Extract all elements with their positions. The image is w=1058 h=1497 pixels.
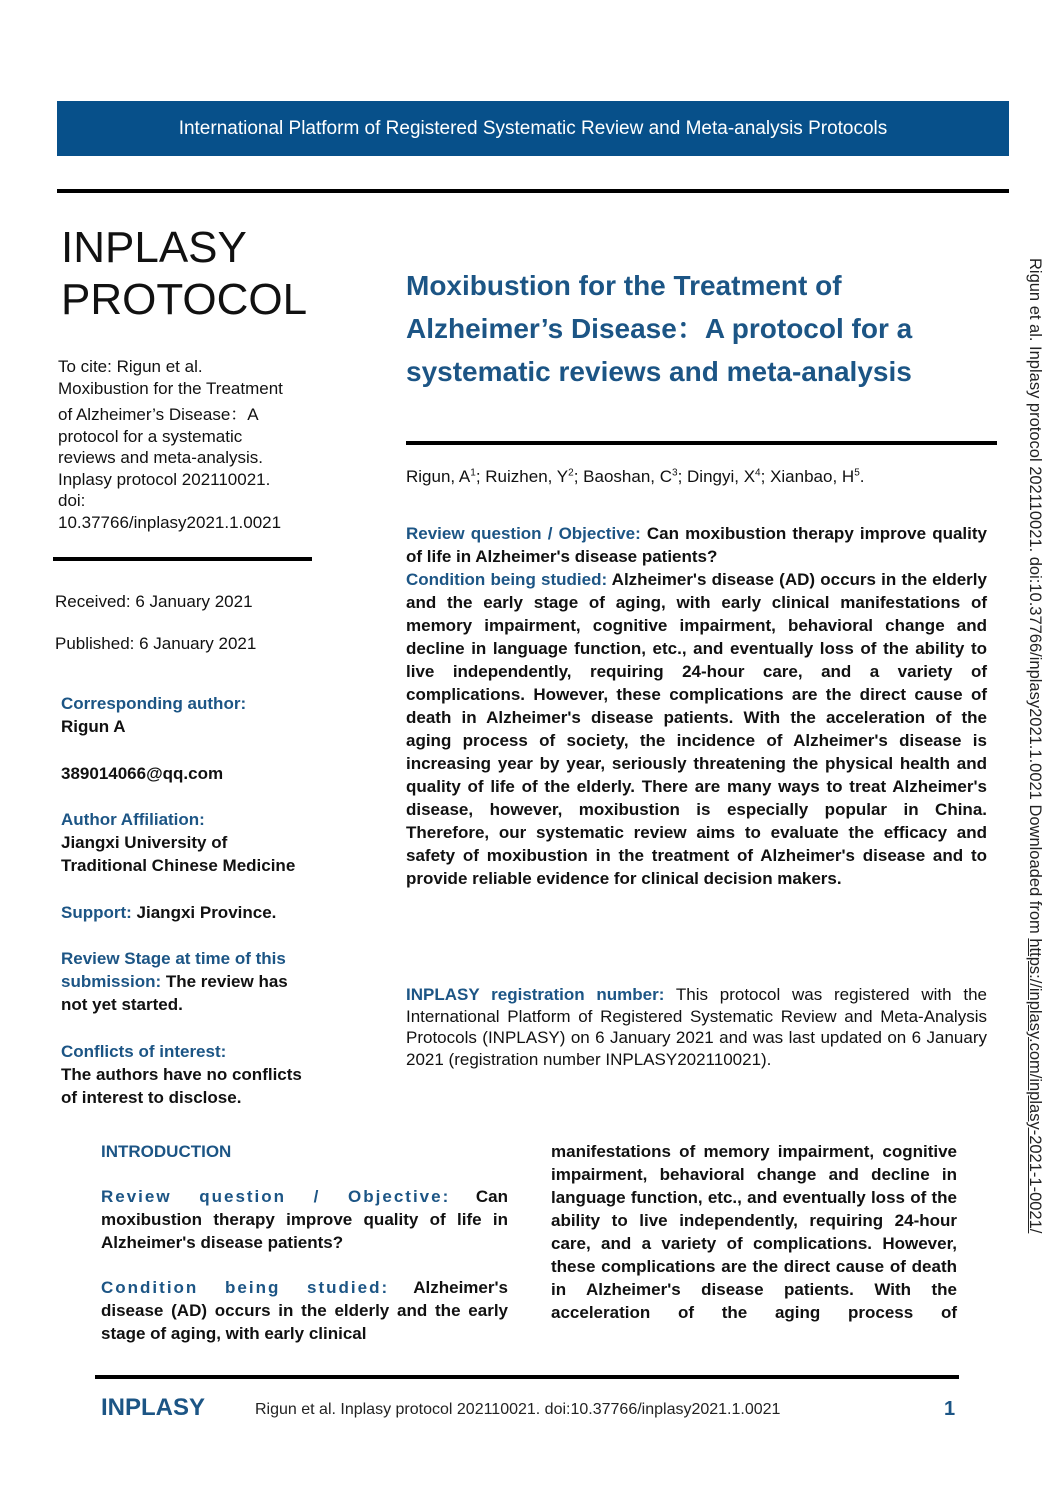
footer-divider (95, 1375, 959, 1379)
download-watermark (1025, 258, 1044, 1233)
author-separator: . (859, 467, 865, 486)
corresponding-author-section (61, 692, 351, 738)
review-stage-label: Review Stage at time of this (61, 949, 286, 968)
cite-line: doi: (58, 491, 86, 510)
support-section (61, 901, 351, 924)
author-affiliation-index: 1 (470, 467, 476, 479)
cite-line: Moxibustion for the Treatment (58, 378, 283, 398)
author-name: Baoshan, C (583, 467, 672, 486)
banner-text: International Platform of Registered Systematic Review and Meta-analysis Protocols (178, 117, 888, 139)
author-separator: ; (573, 467, 584, 486)
top-divider (57, 189, 1009, 193)
intro-condition (101, 1276, 508, 1345)
author-affiliation-index: 5 (854, 467, 860, 479)
cite-line: protocol for a systematic (58, 426, 243, 446)
author-affiliation-index: 3 (672, 467, 678, 479)
introduction-column-1 (101, 1140, 508, 1367)
author-affiliation-index: 4 (755, 467, 761, 479)
conflicts-value-cont: of interest to disclose. (61, 1088, 242, 1107)
review-stage-section (61, 947, 351, 1016)
intro-condition-label: Condition being studied: (101, 1278, 390, 1297)
affiliation-section (61, 808, 351, 877)
author-affiliation-index: 2 (568, 467, 574, 479)
intro-objective-label: Review question / Objective: (101, 1187, 451, 1206)
author-name: Ruizhen, Y (485, 467, 569, 486)
review-stage-value: The review has (161, 972, 288, 991)
cite-line: Inplasy protocol 202110021. (58, 469, 271, 489)
author-name: Xianbao, H (770, 467, 855, 486)
footer-brand: INPLASY (101, 1394, 206, 1421)
registration-text: This protocol was registered with the International Platform of Registered Systematic Review and Meta-Analysis Protocols (INPLASY) on 6 January 2021 and was last updated on 6 January 2021 (registration number INPLASY202110021). (406, 985, 987, 1069)
condition-label: Condition being studied: (406, 570, 608, 589)
author-separator: ; (677, 467, 688, 486)
condition-text: Alzheimer's disease (AD) occurs in the elderly and the early stage of aging, with early clinical manifestations of memory impairment, cognitive impairment, behavioral change and decline in language function, etc., and eventually loss of the ability to live independently, requiring 24-hour care, and a variety of complications. However, these complications are the direct cause of death in Alzheimer's disease patients. With the acceleration of the aging process of society, the incidence of Alzheimer's disease is increasing year by year, seriously threatening the physical health and quality of life of the elderly. There are many ways to treat Alzheimer's disease, however, moxibustion is especially popular in China. Therefore, our systematic review aims to evaluate the efficacy and safety of moxibustion in the treatment of Alzheimer's disease and to provide reliable evidence for clinical decision makers. (406, 570, 987, 888)
cite-line: 10.37766/inplasy2021.1.0021 (58, 512, 282, 532)
title-line: systematic reviews and meta-analysis (406, 356, 912, 387)
article-title (406, 264, 1006, 393)
review-stage-value-cont: not yet started. (61, 995, 183, 1014)
intro-condition-text: Alzheimer's disease (AD) occurs in the elderly and the early stage of aging, with early clinical (101, 1278, 508, 1343)
conflicts-label: Conflicts of interest: (61, 1042, 227, 1061)
introduction-heading: INTRODUCTION (101, 1142, 232, 1161)
author-name: Dingyi, X (687, 467, 756, 486)
cite-line: reviews and meta-analysis. (58, 448, 264, 467)
page-number: 1 (944, 1398, 956, 1420)
affiliation-line: Traditional Chinese Medicine (61, 856, 296, 875)
title-line: Alzheimer’s Disease：A protocol for a (406, 313, 913, 344)
download-link[interactable]: https://inplasy.com/inplasy-2021-1-0021/ (1026, 938, 1044, 1234)
affiliation-line: Jiangxi University of (61, 833, 228, 852)
footer-citation: Rigun et al. Inplasy protocol 202110021. doi:10.37766/inplasy2021.1.0021 (255, 1401, 781, 1418)
abstract-objective (406, 522, 987, 568)
title-divider (406, 441, 997, 445)
conflicts-section (61, 1040, 351, 1109)
review-stage-label-cont: submission: (61, 972, 162, 991)
intro-objective (101, 1185, 508, 1254)
registration-block (406, 984, 987, 1070)
affiliation-label: Author Affiliation: (61, 810, 205, 829)
protocol-brand-block (61, 222, 307, 326)
author-separator: ; (760, 467, 771, 486)
objective-text: Can moxibustion therapy improve quality of life in Alzheimer's disease patients? (406, 524, 987, 566)
header-banner (57, 101, 1009, 156)
published-date: Published: 6 January 2021 (55, 634, 257, 653)
abstract-block (406, 522, 987, 890)
corresponding-author-label: Corresponding author: (61, 694, 247, 713)
abstract-condition (406, 568, 987, 890)
email-address[interactable]: 389014066@qq.com (61, 764, 224, 783)
left-divider (53, 557, 312, 561)
cite-line: of Alzheimer’s Disease：A (58, 405, 259, 424)
intro-objective-text: Can moxibustion therapy improve quality of life in Alzheimer's disease patients? (101, 1187, 508, 1252)
author-separator: ; (475, 467, 486, 486)
intro-condition-text-cont: manifestations of memory impairment, cognitive impairment, behavioral change and decline in language function, etc., and eventually loss of the ability to live independently, requiring 24-hour care, and a variety of complications. However, these complications are the direct cause of death in Alzheimer's disease patients. With the acceleration of the aging process of (551, 1142, 957, 1322)
citation-block (58, 356, 333, 533)
received-date: Received: 6 January 2021 (55, 592, 253, 611)
corresponding-author-name: Rigun A (61, 717, 126, 736)
registration-label: INPLASY registration number: (406, 985, 665, 1004)
title-line: Moxibustion for the Treatment of (406, 270, 842, 301)
support-value: Jiangxi Province. (131, 903, 277, 922)
download-watermark-text: Rigun et al. Inplasy protocol 202110021. doi:10.37766/inplasy2021.1.0021 Downloaded from (1026, 258, 1044, 939)
objective-label: Review question / Objective: (406, 524, 641, 543)
author-list (406, 467, 864, 487)
brand-line-2: PROTOCOL (61, 275, 308, 324)
cite-line: To cite: Rigun et al. (58, 357, 203, 376)
author-name: Rigun, A (406, 467, 471, 486)
support-label: Support: (61, 903, 132, 922)
introduction-column-2 (551, 1140, 957, 1324)
brand-line-1: INPLASY (61, 223, 247, 272)
conflicts-value: The authors have no conflicts (61, 1065, 302, 1084)
